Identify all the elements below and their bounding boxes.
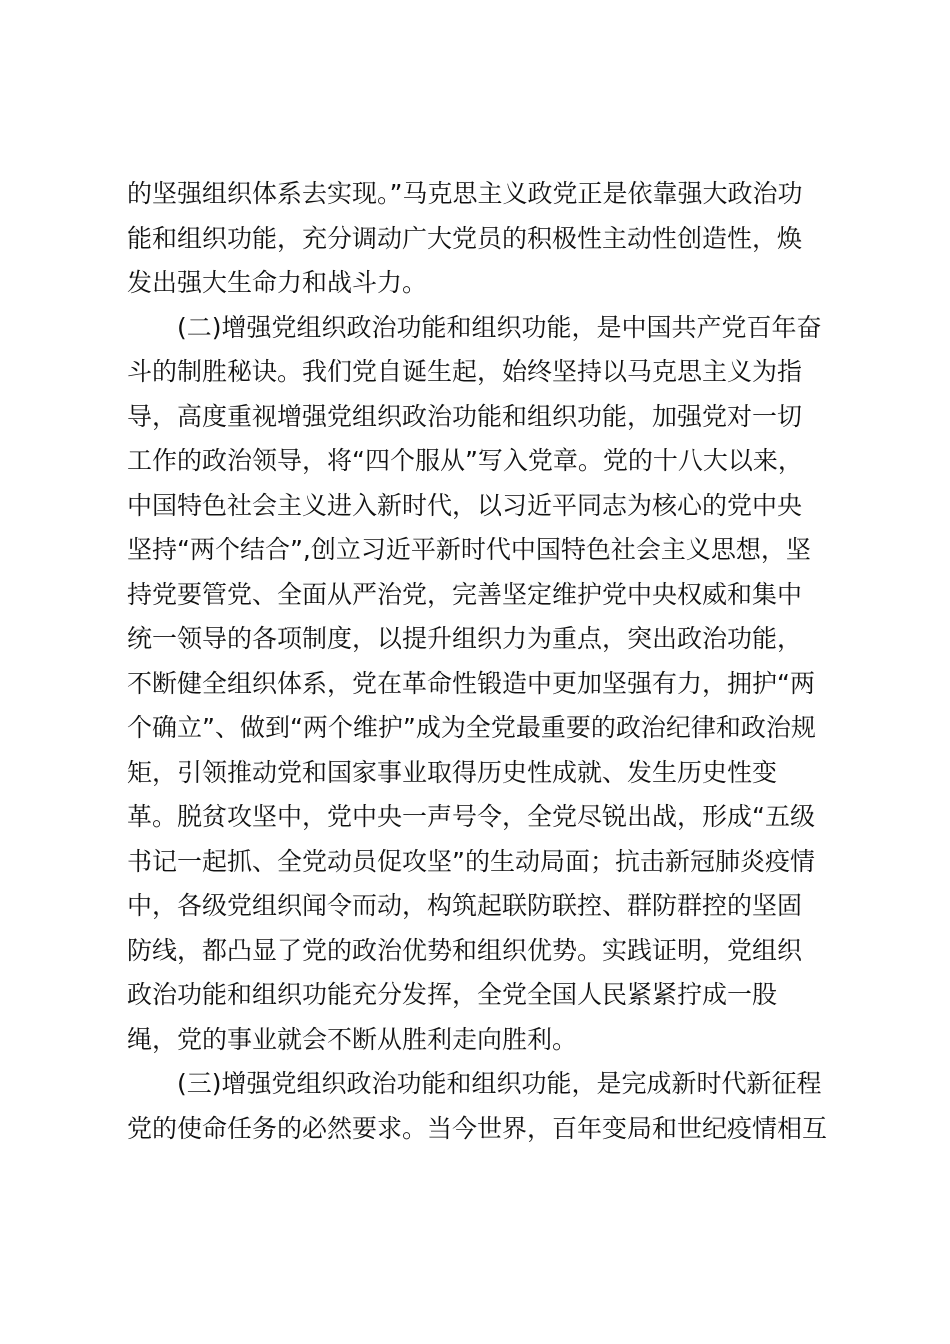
text-line: 发出强大生命力和战斗力。 <box>127 268 428 297</box>
text-line: 统一领导的各项制度，以提升组织力为重点，突出政治功能， <box>127 624 803 653</box>
text-line: 革。脱贫攻坚中，党中央一声号令，全党尽锐出战，形成“五级 <box>127 802 815 831</box>
text-line: 党的使命任务的必然要求。当今世界，百年变局和世纪疫情相互 <box>127 1113 828 1143</box>
text-line: 的坚强组织体系去实现。”马克思主义政党正是依靠强大政治功 <box>127 179 803 208</box>
paragraph-2-first-line: (二)增强党组织政治功能和组织功能，是中国共产党百年奋 <box>177 312 822 342</box>
text-line: 中国特色社会主义进入新时代，以习近平同志为核心的党中央 <box>127 490 803 520</box>
body-text <box>127 172 837 1151</box>
text-line: 工作的政治领导，将“四个服从”写入党章。党的十八大以来， <box>127 446 803 475</box>
paragraph-3-first-line: (三)增强党组织政治功能和组织功能，是完成新时代新征程 <box>177 1069 822 1098</box>
text-line: 能和组织功能，充分调动广大党员的积极性主动性创造性，焕 <box>127 223 803 253</box>
text-line: 不断健全组织体系，党在革命性锻造中更加坚强有力，拥护“两 <box>127 668 815 698</box>
text-line: 坚持“两个结合”,创立习近平新时代中国特色社会主义思想，坚 <box>127 535 811 564</box>
text-line: 防线，都凸显了党的政治优势和组织优势。实践证明，党组织 <box>127 935 803 965</box>
text-line: 矩，引领推动党和国家事业取得历史性成就、发生历史性变 <box>127 757 778 787</box>
text-line: 个确立”、做到“两个维护”成为全党最重要的政治纪律和政治规 <box>127 713 816 742</box>
text-line: 斗的制胜秘诀。我们党自诞生起，始终坚持以马克思主义为指 <box>127 357 803 386</box>
text-line: 导，高度重视增强党组织政治功能和组织功能，加强党对一切 <box>127 401 803 431</box>
text-line: 中，各级党组织闻令而动，构筑起联防联控、群防群控的坚固 <box>127 891 803 920</box>
text-line: 政治功能和组织功能充分发挥，全党全国人民紧紧拧成一股 <box>127 980 778 1009</box>
text-line: 书记一起抓、全党动员促攻坚”的生动局面；抗击新冠肺炎疫情 <box>127 846 815 876</box>
text-line: 绳，党的事业就会不断从胜利走向胜利。 <box>127 1024 578 1054</box>
text-line: 持党要管党、全面从严治党，完善坚定维护党中央权威和集中 <box>127 579 803 609</box>
